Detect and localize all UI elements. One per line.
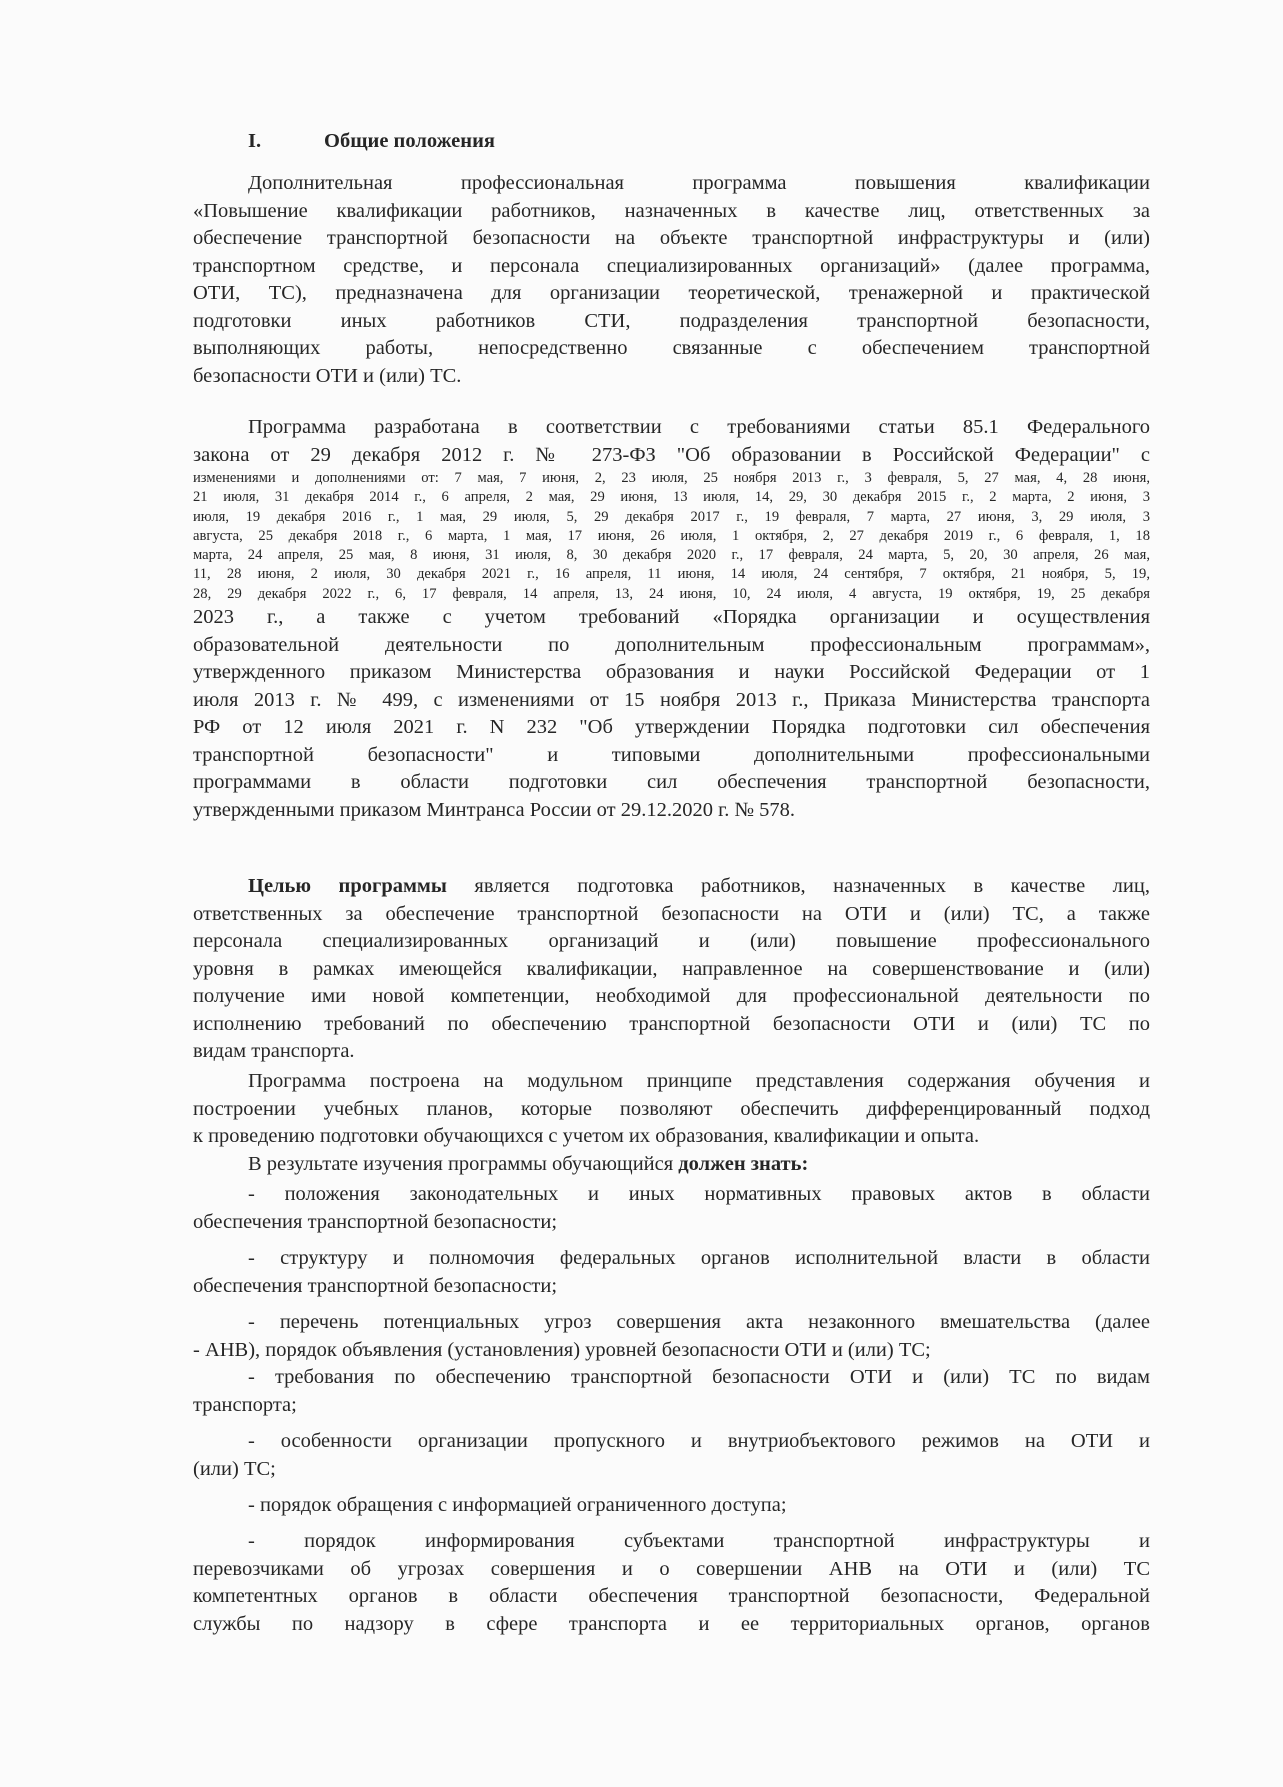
line-text: - порядок обращения с информацией ограниченного доступа; <box>248 1494 787 1516</box>
text-line <box>193 442 1150 470</box>
line-text: подготовки иных работников СТИ, подразделения транспортной безопасности, <box>193 309 1150 332</box>
text-line <box>193 1456 1150 1484</box>
line-text: - порядок информирования субъектами транспортной инфраструктуры и <box>248 1530 1150 1552</box>
line-text: исполнению требований по обеспечению транспортной безопасности ОТИ и (или) ТС по <box>193 1012 1150 1035</box>
line-text: (или) ТС; <box>193 1457 276 1480</box>
text-line <box>193 1209 1150 1237</box>
text-line <box>193 280 1150 308</box>
paragraph-know-1 <box>193 1181 1150 1236</box>
text-line <box>193 469 1150 488</box>
line-text: «Повышение квалификации работников, назначенных в качестве лиц, ответственных за <box>193 199 1150 222</box>
text-line <box>193 928 1150 956</box>
paragraph-know-7 <box>193 1528 1150 1638</box>
line-text: Программа построена на модульном принципе представления содержания обучения и <box>248 1070 1150 1092</box>
line-text: ответственных за обеспечение транспортной безопасности на ОТИ и (или) ТС, а также <box>193 902 1150 925</box>
text-line <box>193 1492 1150 1520</box>
line-text: - структуру и полномочия федеральных органов исполнительной власти в области <box>248 1247 1150 1269</box>
text-line <box>193 797 1150 825</box>
text-line <box>193 1556 1150 1584</box>
line-text: В результате изучения программы обучающийся <box>248 1152 679 1175</box>
text-line <box>193 508 1150 527</box>
line-text: транспортном средстве, и персонала специализированных организаций» (далее программа, <box>193 254 1150 277</box>
line-text: Программа разработана в соответствии с требованиями статьи 85.1 Федерального <box>248 416 1150 438</box>
line-text: - положения законодательных и иных нормативных правовых актов в области <box>248 1183 1150 1205</box>
line-text: - требования по обеспечению транспортной безопасности ОТИ и (или) ТС по видам <box>248 1366 1150 1388</box>
paragraph-know-4 <box>193 1364 1150 1419</box>
line-text: образовательной деятельности по дополнительным профессиональным программам», <box>193 633 1150 656</box>
line-text: обеспечения транспортной безопасности; <box>193 1274 558 1297</box>
line-text: утвержденными приказом Минтранса России от 29.12.2020 г. № 578. <box>193 798 795 821</box>
line-text: транспорта; <box>193 1393 297 1416</box>
line-text: персонала специализированных организаций и (или) повышение профессионального <box>193 930 1150 952</box>
text-line <box>193 527 1150 546</box>
text-line <box>193 335 1150 363</box>
text-line <box>193 1038 1150 1066</box>
line-text: компетентных органов в области обеспечения транспортной безопасности, Федеральной <box>193 1585 1150 1607</box>
line-text: является подготовка работников, назначенных в качестве лиц, <box>446 875 1150 897</box>
text-line <box>193 604 1150 632</box>
line-text: транспортной безопасности" и типовыми дополнительными профессиональными <box>193 743 1150 766</box>
line-text: июля 2013 г. № 499, с изменениями от 15 ноября 2013 г., Приказа Министерства транспорта <box>193 688 1150 711</box>
text-line <box>193 687 1150 715</box>
text-line <box>193 1309 1150 1337</box>
section-title: Общие положения <box>324 130 495 152</box>
line-text: августа, 25 декабря 2018 г., 6 марта, 1 мая, 17 июня, 26 июля, 1 октября, 2, 27 декабря 2019 г., 6 февраля, 1, 18 <box>193 527 1150 544</box>
paragraph-know-6 <box>193 1492 1150 1520</box>
line-text: марта, 24 апреля, 25 мая, 8 июня, 31 июля, 8, 30 декабря 2020 г., 17 февраля, 24 марта, 5, 20, 30 апреля, 26 мая, <box>193 547 1150 564</box>
text-line <box>193 488 1150 507</box>
text-line <box>193 983 1150 1011</box>
text-line <box>193 198 1150 226</box>
line-text: обеспечения транспортной безопасности; <box>193 1210 558 1233</box>
paragraph-goal <box>193 873 1150 1066</box>
text-line <box>193 1364 1150 1392</box>
line-text: июля, 19 декабря 2016 г., 1 мая, 29 июля, 5, 29 декабря 2017 г., 19 февраля, 7 марта, 27 июня, 3, 29 июля, 3 <box>193 508 1150 525</box>
text-line <box>193 1011 1150 1039</box>
text-line <box>193 1428 1150 1456</box>
line-text: перевозчиками об угрозах совершения и о совершении АНВ на ОТИ и (или) ТС <box>193 1557 1150 1580</box>
text-line <box>193 585 1150 604</box>
line-text: ОТИ, ТС), предназначена для организации теоретической, тренажерной и практической <box>193 282 1150 304</box>
line-text: программами в области подготовки сил обеспечения транспортной безопасности, <box>193 771 1150 794</box>
text-line <box>193 253 1150 281</box>
bold-term: Целью программы <box>248 875 447 897</box>
text-line <box>193 1392 1150 1420</box>
line-text: получение ими новой компетенции, необходимой для профессиональной деятельности по <box>193 985 1150 1007</box>
text-line <box>193 632 1150 660</box>
text-line <box>193 1583 1150 1611</box>
line-text: изменениями и дополнениями от: 7 мая, 7 июня, 2, 23 июля, 25 ноября 2013 г., 3 февраля, 5, 27 мая, 4, 28 июня, <box>193 470 1150 486</box>
line-text: Дополнительная профессиональная программа повышения квалификации <box>248 172 1150 194</box>
text-line <box>193 170 1150 198</box>
line-text: 21 июля, 31 декабря 2014 г., 6 апреля, 2 мая, 29 июня, 13 июля, 14, 29, 30 декабря 2015 г., 2 марта, 2 июня, 3 <box>193 489 1150 506</box>
paragraph-know-5 <box>193 1428 1150 1483</box>
text-line <box>193 873 1150 901</box>
line-text: безопасности ОТИ и (или) ТС. <box>193 364 462 387</box>
text-line <box>193 1337 1150 1365</box>
text-line <box>193 1611 1150 1639</box>
text-line <box>193 565 1150 584</box>
text-line <box>193 901 1150 929</box>
text-line <box>193 769 1150 797</box>
line-text: закона от 29 декабря 2012 г. № 273-ФЗ "Об образовании в Российской Федерации" с <box>193 443 1150 466</box>
line-text: 2023 г., а также с учетом требований «Порядка организации и осуществления <box>193 606 1150 629</box>
line-text: к проведению подготовки обучающихся с учетом их образования, квалификации и опыта. <box>193 1125 980 1147</box>
text-line <box>193 714 1150 742</box>
text-line <box>193 1068 1150 1096</box>
line-text: построении учебных планов, которые позволяют обеспечить дифференцированный подход <box>193 1097 1150 1120</box>
line-text: утвержденного приказом Министерства образования и науки Российской Федерации от 1 <box>193 661 1150 684</box>
text-line <box>193 1245 1150 1273</box>
line-text: - особенности организации пропускного и внутриобъектового режимов на ОТИ и <box>248 1430 1150 1452</box>
line-text: обеспечение транспортной безопасности на объекте транспортной инфраструктуры и (или) <box>193 227 1150 249</box>
text-line <box>193 956 1150 984</box>
text-line <box>193 308 1150 336</box>
text-line <box>193 225 1150 253</box>
paragraph-legal-basis <box>193 414 1150 824</box>
paragraph-know-2 <box>193 1245 1150 1300</box>
text-line <box>193 414 1150 442</box>
text-line <box>193 1181 1150 1209</box>
line-text: выполняющих работы, непосредственно связанные с обеспечением транспортной <box>193 337 1150 359</box>
line-text: РФ от 12 июля 2021 г. N 232 "Об утверждении Порядка подготовки сил обеспечения <box>193 716 1150 739</box>
text-line <box>193 363 1150 391</box>
line-text: службы по надзору в сфере транспорта и ее территориальных органов, органов <box>193 1612 1150 1635</box>
text-line <box>193 1096 1150 1124</box>
paragraph-know-3 <box>193 1309 1150 1364</box>
text-line <box>193 1123 1150 1151</box>
line-text: уровня в рамках имеющейся квалификации, направленное на совершенствование и (или) <box>193 957 1150 980</box>
text-line <box>193 742 1150 770</box>
paragraph-modular <box>193 1068 1150 1178</box>
line-text: - АНВ), порядок объявления (установления) уровней безопасности ОТИ и (или) ТС; <box>193 1338 931 1361</box>
text-line <box>193 1151 1150 1179</box>
line-text: - перечень потенциальных угроз совершения акта незаконного вмешательства (далее <box>248 1311 1150 1333</box>
line-text: 28, 29 декабря 2022 г., 6, 17 февраля, 14 апреля, 13, 24 июня, 10, 24 июля, 4 августа, 19 октября, 19, 25 декабря <box>193 585 1150 602</box>
section-number: I. <box>248 130 262 152</box>
paragraph-intro <box>193 170 1150 390</box>
bold-term: должен знать: <box>678 1152 809 1175</box>
text-line <box>193 659 1150 687</box>
line-text: видам транспорта. <box>193 1040 355 1062</box>
text-line <box>193 546 1150 565</box>
line-text: 11, 28 июня, 2 июля, 30 декабря 2021 г., 16 апреля, 11 июня, 14 июля, 24 сентября, 7 октября, 21 ноября, 5, 19, <box>193 566 1150 583</box>
text-line <box>193 1273 1150 1301</box>
text-line <box>193 1528 1150 1556</box>
